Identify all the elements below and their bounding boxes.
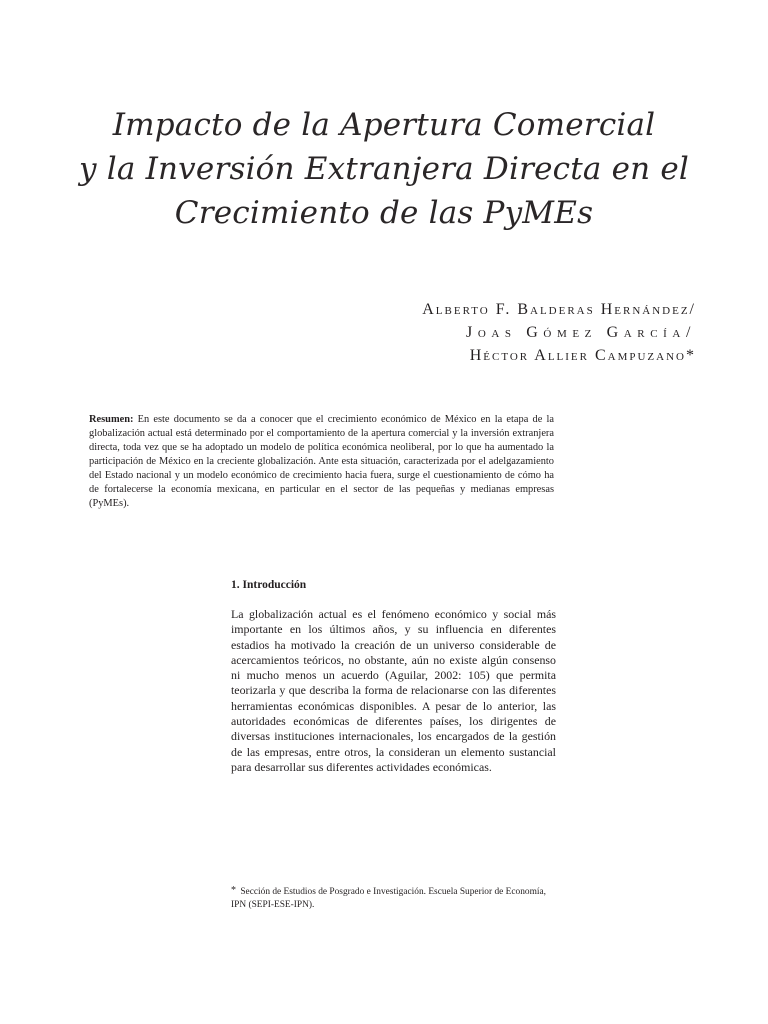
footnote-marker: * — [231, 885, 236, 896]
author-3: Héctor Allier Campuzano* — [469, 347, 696, 364]
introduction-paragraph: La globalización actual es el fenómeno económico y social más importante en los últimos años, y su influencia en diferentes estadios ha motivado la creación de un universo considerable de acercamientos teóricos, no obstante, aún no existe algún consenso ni mucho menos un acuerdo (Aguilar, 2002: 105) que permita teorizarla y que describa la forma de relacionarse con las diferentes herramientas económicas disponibles. A pesar de lo anterior, las autoridades económicas de diferentes países, los dirigentes de diversas instituciones internacionales, los encargados de la gestión de las empresas, entre otros, la consideran un elemento sustancial para desarrollar sus diferentes actividades económicas. — [231, 607, 556, 774]
abstract — [89, 413, 554, 511]
author-2: Joas Gómez García/ — [466, 324, 696, 341]
abstract-label: Resumen: — [89, 414, 134, 425]
section-heading: 1. Introducción — [231, 579, 307, 591]
footnote-text: Sección de Estudios de Posgrado e Investigación. Escuela Superior de Economía, IPN (SEPI-ESE-IPN). — [231, 887, 546, 910]
footnote — [231, 884, 561, 912]
article-title — [40, 103, 728, 235]
title-line-1: Impacto de la Apertura Comercial — [112, 107, 656, 143]
abstract-text: En este documento se da a conocer que el crecimiento económico de México en la etapa de la globalización actual está determinado por el comportamiento de la apertura comercial y la inversión extranjera directa, toda vez que se ha adoptado un modelo de política económica neoliberal, por lo que ha aumentado la participación de México en la creciente globalización. Ante esta situación, caracterizada por el adelgazamiento del Estado nacional y un modelo económico de crecimiento hacia fuera, surge el cuestionamiento de cómo ha de fortalecerse la economía mexicana, en particular en el sector de las pequeñas y medianas empresas (PyMEs). — [89, 414, 554, 509]
title-line-3: Crecimiento de las PyMEs — [174, 195, 594, 231]
title-line-2: y la Inversión Extranjera Directa en el — [78, 151, 690, 187]
author-list — [422, 298, 696, 367]
author-1: Alberto F. Balderas Hernández/ — [422, 301, 696, 318]
